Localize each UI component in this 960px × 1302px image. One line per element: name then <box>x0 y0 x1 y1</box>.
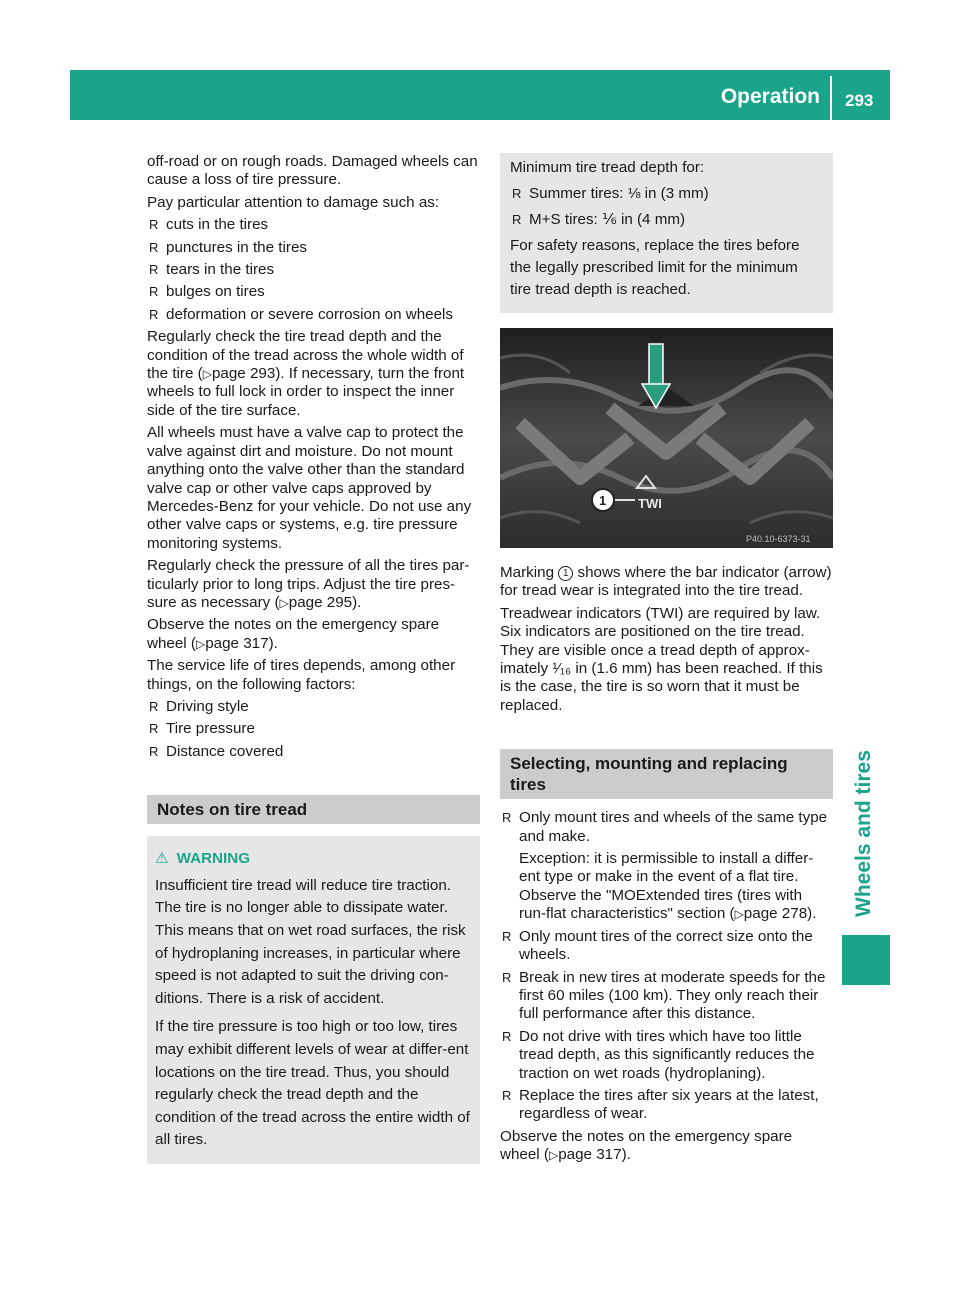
marker-number: 1 <box>599 493 607 508</box>
figure-code: P40.10-6373-31 <box>746 534 811 544</box>
bullet-icon: R <box>502 1028 512 1044</box>
list-item: R bulges on tires <box>149 283 265 301</box>
xref-arrow-icon: ▷ <box>202 367 212 382</box>
list-item: R Distance covered <box>149 742 284 760</box>
bullet-icon: R <box>149 284 159 300</box>
warning-text: Insufficient tire tread will reduce tire traction. The tire is no longer able to dissipate water. This means that on wet road surfaces, the risk of hydroplaning increases, in particular where speed is not adapted to suit the driving con-ditions. There is a risk of accident. <box>155 876 466 1007</box>
paragraph: Regularly check the tire tread depth and the condition of the tread across the whole width of the tire (▷page 293). If necessary, turn the front wheels to full lock in order to inspect the inner side of the tire surface. <box>147 328 465 419</box>
page-link[interactable]: page 295 <box>288 593 353 611</box>
list-item: R deformation or severe corrosion on wheels <box>149 305 454 323</box>
warning-title: ⚠ WARNING <box>155 850 251 868</box>
bullet-icon: R <box>502 928 512 944</box>
side-tab-label: Wheels and tires <box>852 750 875 917</box>
paragraph: Observe the notes on the emergency spare wheel (▷page 317). <box>147 616 440 652</box>
paragraph: Pay particular attention to damage such as: <box>147 193 440 211</box>
bullet-icon: R <box>502 810 512 826</box>
bullet-icon: R <box>512 186 522 201</box>
bullet-icon: R <box>149 262 159 278</box>
mounting-list <box>500 809 833 1124</box>
bullet-icon: R <box>149 217 159 233</box>
list-item: R cuts in the tires <box>149 216 269 234</box>
exception-note: Exception: it is permissible to install a differ-ent type or make in the event of a flat tire. Observe the "MOExtended tires (tires with run-flat characteristics" section (▷page 278). <box>519 850 817 923</box>
list-item: R Break in new tires at moderate speeds for the first 60 miles (100 km). They only reach their full performance after this distance. <box>502 968 826 1023</box>
header-divider <box>830 76 832 120</box>
list-item: R tears in the tires <box>149 261 275 279</box>
bullet-icon: R <box>149 239 159 255</box>
list-item: R Replace the tires after six years at the latest, regardless of wear. <box>502 1086 819 1123</box>
list-item: R Only mount tires of the correct size onto the wheels. <box>502 927 813 964</box>
section-heading: Notes on tire tread <box>147 795 480 824</box>
warning-text: If the tire pressure is too high or too low, tires may exhibit different levels of wear at differ-ent locations on the tire tread. Thus, you should regularly check the tread depth and the condition of the tread across the entire width of all tires. <box>155 1018 470 1149</box>
page-number: 293 <box>845 91 874 110</box>
section-heading: Selecting, mounting and replacing tires <box>500 749 833 799</box>
right-column <box>500 153 833 1169</box>
page-link[interactable]: page 293 <box>211 365 276 383</box>
min-tread-box <box>500 153 833 313</box>
list-item: R Summer tires: ⅛ in (3 mm) <box>510 183 823 205</box>
bullet-icon: R <box>149 306 159 322</box>
list-item: R Only mount tires and wheels of the same type and make. Exception: it is permissible to install a differ-ent type or make in the event of a flat tire. Observe the "MOExtended tires (tires with run-flat characteristics" section (▷page 278). <box>500 809 833 923</box>
paragraph: Marking 1 shows where the bar indicator (arrow) for tread wear is integrated into the tire tread. <box>500 564 832 600</box>
tire-tread-figure <box>500 328 833 548</box>
paragraph: All wheels must have a valve cap to protect the valve against dirt and moisture. Do not mount anything onto the valve other than the standard valve cap or other valve caps approved by Mercedes-Benz for your vehicle. Do not use any other valve caps or systems, e.g. tire pressure monitoring systems. <box>147 424 472 552</box>
list-item: R Tire pressure <box>149 720 255 738</box>
xref-arrow-icon: ▷ <box>734 907 744 922</box>
paragraph: Regularly check the pressure of all the tires par-ticularly prior to long trips. Adjust the tire pres-sure as necessary (▷page 295). <box>147 557 470 611</box>
marker-callout: 1 <box>558 566 573 581</box>
min-tread-note: For safety reasons, replace the tires before the legally prescribed limit for the minimum tire tread depth is reached. <box>510 237 800 298</box>
twi-label: TWI <box>638 496 662 511</box>
list-item: R Driving style <box>149 697 249 715</box>
damage-list <box>147 216 480 324</box>
bullet-icon: R <box>502 969 512 985</box>
warning-box <box>147 836 480 1164</box>
list-item: R Do not drive with tires which have too little tread depth, as this significantly reduces the traction on wet roads (hydroplaning). <box>502 1027 815 1082</box>
paragraph: Observe the notes on the emergency spare wheel (▷page 317). <box>500 1127 793 1164</box>
warning-icon: ⚠ <box>155 850 169 868</box>
paragraph: Treadwear indicators (TWI) are required by law. Six indicators are positioned on the tire tread. They are visible once a tread depth of approx-imately ¹⁄₁₆ in (1.6 mm) has been reached. If this is the case, the tire is so worn that it must be replaced. <box>500 604 823 714</box>
min-tread-list <box>510 183 823 231</box>
side-tab-block <box>842 935 890 985</box>
xref-arrow-icon: ▷ <box>548 1148 559 1163</box>
bullet-icon: R <box>149 698 159 714</box>
page-link[interactable]: page 317 <box>558 1146 622 1164</box>
min-tread-title: Minimum tire tread depth for: <box>510 159 705 176</box>
xref-arrow-icon: ▷ <box>195 636 206 651</box>
list-item: R M+S tires: ⅙ in (4 mm) <box>510 209 823 231</box>
paragraph: off-road or on rough roads. Damaged wheels can cause a loss of tire pressure. <box>147 153 478 189</box>
factors-list <box>147 698 480 761</box>
section-title: Operation <box>720 85 820 108</box>
page-link[interactable]: page 317 <box>205 634 269 652</box>
bullet-icon: R <box>502 1087 512 1103</box>
bullet-icon: R <box>149 721 159 737</box>
left-column <box>147 153 480 1164</box>
xref-arrow-icon: ▷ <box>279 595 289 610</box>
paragraph: The service life of tires depends, among other things, on the following factors: <box>147 657 456 693</box>
page-link[interactable]: page 278 <box>743 905 808 923</box>
list-item: R punctures in the tires <box>149 238 307 256</box>
tire-tread-illustration <box>500 328 833 548</box>
bullet-icon: R <box>149 743 159 759</box>
bullet-icon: R <box>512 212 522 227</box>
